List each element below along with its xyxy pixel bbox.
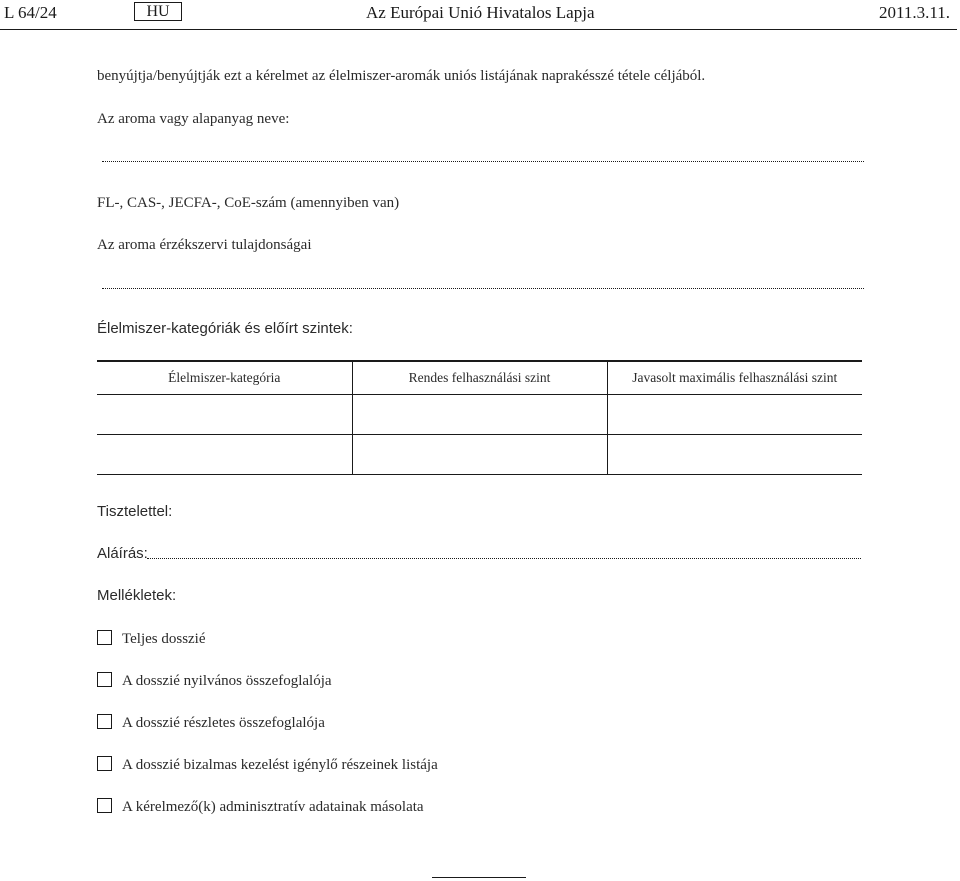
table-cell[interactable] (607, 395, 862, 435)
table-row (97, 435, 862, 475)
food-categories-label: Élelmiszer-kategóriák és előírt szintek: (97, 320, 353, 337)
attachment-label: A kérelmező(k) adminisztratív adatainak másolata (122, 799, 424, 815)
organoleptic-label: Az aroma érzékszervi tulajdonságai (97, 237, 312, 253)
publication-date: 2011.3.11. (879, 3, 950, 22)
attachment-label: A dosszié részletes összefoglalója (122, 715, 325, 731)
attachment-item (97, 672, 332, 690)
regards-text: Tisztelettel: (97, 503, 173, 520)
food-category-table (97, 360, 862, 475)
aroma-name-label: Az aroma vagy alapanyag neve: (97, 111, 290, 127)
table-row (97, 395, 862, 435)
table-cell[interactable] (97, 435, 352, 475)
checkbox[interactable] (97, 798, 112, 813)
attachment-label: A dosszié nyilvános összefoglalója (122, 673, 332, 689)
id-numbers-label: FL-, CAS-, JECFA-, CoE-szám (amennyiben van) (97, 195, 400, 211)
attachment-item (97, 756, 438, 774)
page-reference: L 64/24 (4, 3, 57, 22)
checkbox[interactable] (97, 630, 112, 645)
aroma-name-fill-line[interactable] (102, 161, 864, 162)
attachment-item (97, 714, 325, 732)
end-divider (432, 877, 526, 878)
column-header-max-level: Javasolt maximális felhasználási szint (607, 361, 862, 395)
table-cell[interactable] (97, 395, 352, 435)
language-code-badge: HU (134, 2, 182, 21)
attachment-label: A dosszié bizalmas kezelést igénylő részeinek listája (122, 757, 438, 773)
attachment-item (97, 630, 206, 648)
journal-title: Az Európai Unió Hivatalos Lapja (366, 3, 595, 22)
signature-label: Aláírás: (97, 545, 148, 562)
table-cell[interactable] (607, 435, 862, 475)
checkbox[interactable] (97, 714, 112, 729)
signature-fill-line[interactable] (147, 558, 861, 559)
table-cell[interactable] (352, 395, 607, 435)
attachments-label: Mellékletek: (97, 587, 177, 604)
attachment-label: Teljes dosszié (122, 631, 206, 647)
header-divider (0, 29, 957, 30)
column-header-normal-level: Rendes felhasználási szint (352, 361, 607, 395)
column-header-category: Élelmiszer-kategória (97, 361, 352, 395)
checkbox[interactable] (97, 672, 112, 687)
attachment-item (97, 798, 424, 816)
organoleptic-fill-line[interactable] (102, 288, 864, 289)
table-cell[interactable] (352, 435, 607, 475)
checkbox[interactable] (97, 756, 112, 771)
table-header-row (97, 361, 862, 395)
intro-text: benyújtja/benyújtják ezt a kérelmet az élelmiszer-aromák uniós listájának naprakésszé tétele céljából. (97, 68, 706, 84)
